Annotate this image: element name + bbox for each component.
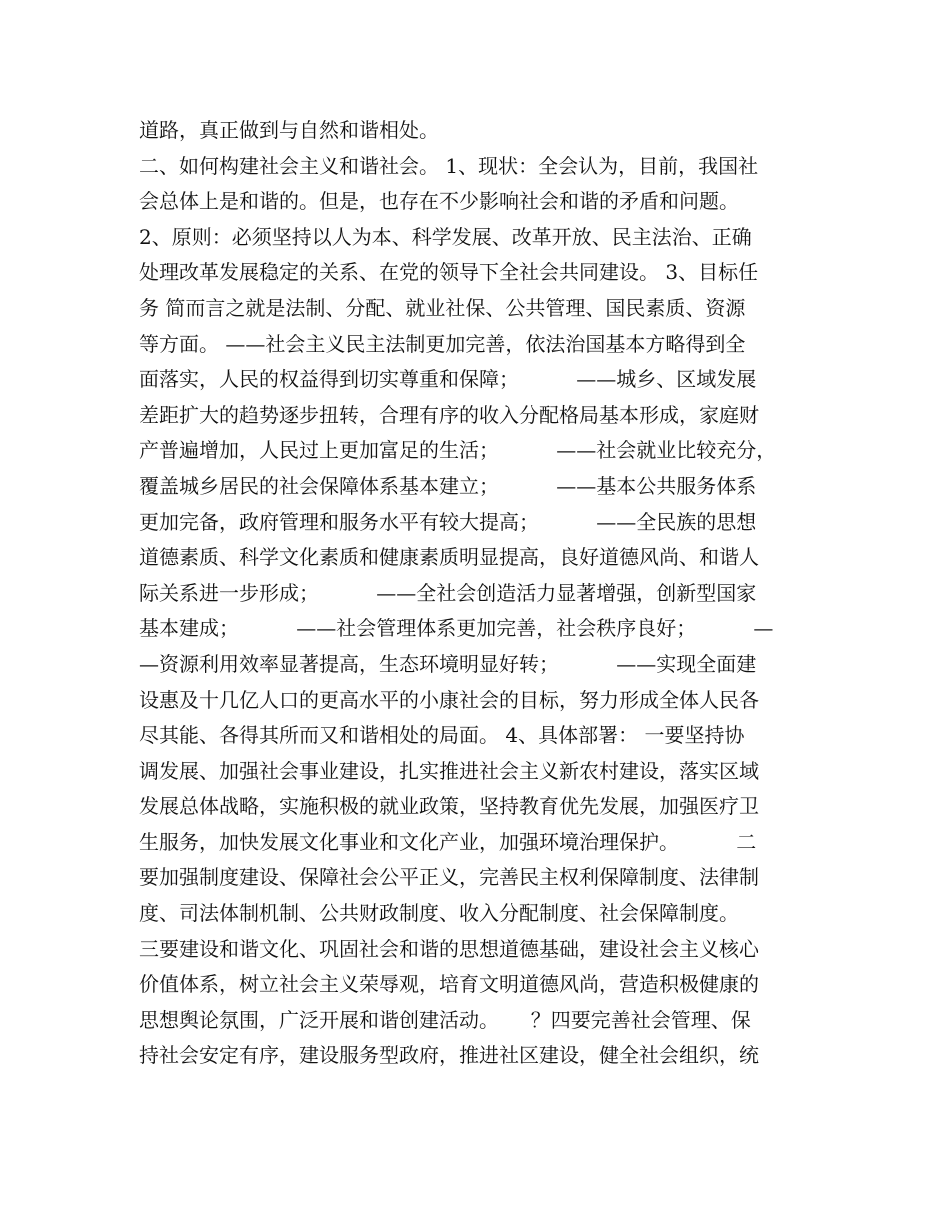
body-text xyxy=(139,113,829,1074)
text-line: 基本建成； ——社会管理体系更加完善，社会秩序良好； — xyxy=(139,616,774,641)
text-line: 调发展、加强社会事业建设，扎实推进社会主义新农村建设，落实区域 xyxy=(139,758,759,783)
text-line: 产普遍增加，人民过上更加富足的生活； ——社会就业比较充分， xyxy=(139,438,777,463)
text-line: 道德素质、科学文化素质和健康素质明显提高，良好道德风尚、和谐人 xyxy=(139,545,759,570)
text-line: 会总体上是和谐的。但是，也存在不少影响社会和谐的矛盾和问题。 xyxy=(139,189,739,214)
text-line: 覆盖城乡居民的社会保障体系基本建立； ——基本公共服务体系 xyxy=(139,473,757,498)
text-line: 更加完备，政府管理和服务水平有较大提高； ——全民族的思想 xyxy=(139,509,757,534)
text-line: 道路，真正做到与自然和谐相处。 xyxy=(139,118,439,142)
text-line: 设惠及十几亿人口的更高水平的小康社会的目标，努力形成全体人民各 xyxy=(139,687,759,712)
text-line: 发展总体战略，实施积极的就业政策，坚持教育优先发展，加强医疗卫 xyxy=(139,794,759,819)
text-line: 面落实，人民的权益得到切实尊重和保障； ——城乡、区域发展 xyxy=(139,367,757,392)
text-line: 二、如何构建社会主义和谐社会。 1、现状：全会认为，目前，我国社 xyxy=(139,153,759,178)
text-line: 要加强制度建设、保障社会公平正义，完善民主权利保障制度、法律制 xyxy=(139,865,759,890)
text-line: 三要建设和谐文化、巩固社会和谐的思想道德基础，建设社会主义核心 xyxy=(139,936,759,961)
text-line: 2、原则：必须坚持以人为本、科学发展、改革开放、民主法治、正确 xyxy=(139,224,752,249)
text-line: 处理改革发展稳定的关系、在党的领导下全社会共同建设。 3、目标任 xyxy=(139,260,759,285)
text-line: 等方面。 ——社会主义民主法制更加完善，依法治国基本方略得到全 xyxy=(139,331,746,356)
text-line: 持社会安定有序，建设服务型政府，推进社区建设，健全社会组织，统 xyxy=(139,1043,759,1068)
text-line: —资源利用效率显著提高，生态环境明显好转； ——实现全面建 xyxy=(139,651,757,676)
text-line: 度、司法体制机制、公共财政制度、收入分配制度、社会保障制度。 xyxy=(139,901,739,926)
text-line: 价值体系，树立社会主义荣辱观，培育文明道德风尚，营造积极健康的 xyxy=(139,972,759,997)
text-line: 务 简而言之就是法制、分配、就业社保、公共管理、国民素质、资源 xyxy=(139,295,746,320)
text-line: 思想舆论氛围，广泛开展和谐创建活动。 ？四要完善社会管理、保 xyxy=(139,1007,751,1032)
text-line: 尽其能、各得其所而又和谐相处的局面。 4、具体部署： 一要坚持协 xyxy=(139,723,745,748)
text-line: 生服务，加快发展文化事业和文化产业，加强环境治理保护。 二 xyxy=(139,829,757,854)
text-line: 差距扩大的趋势逐步扭转，合理有序的收入分配格局基本形成，家庭财 xyxy=(139,402,759,427)
text-line: 际关系进一步形成； ——全社会创造活力显著增强，创新型国家 xyxy=(139,580,757,605)
